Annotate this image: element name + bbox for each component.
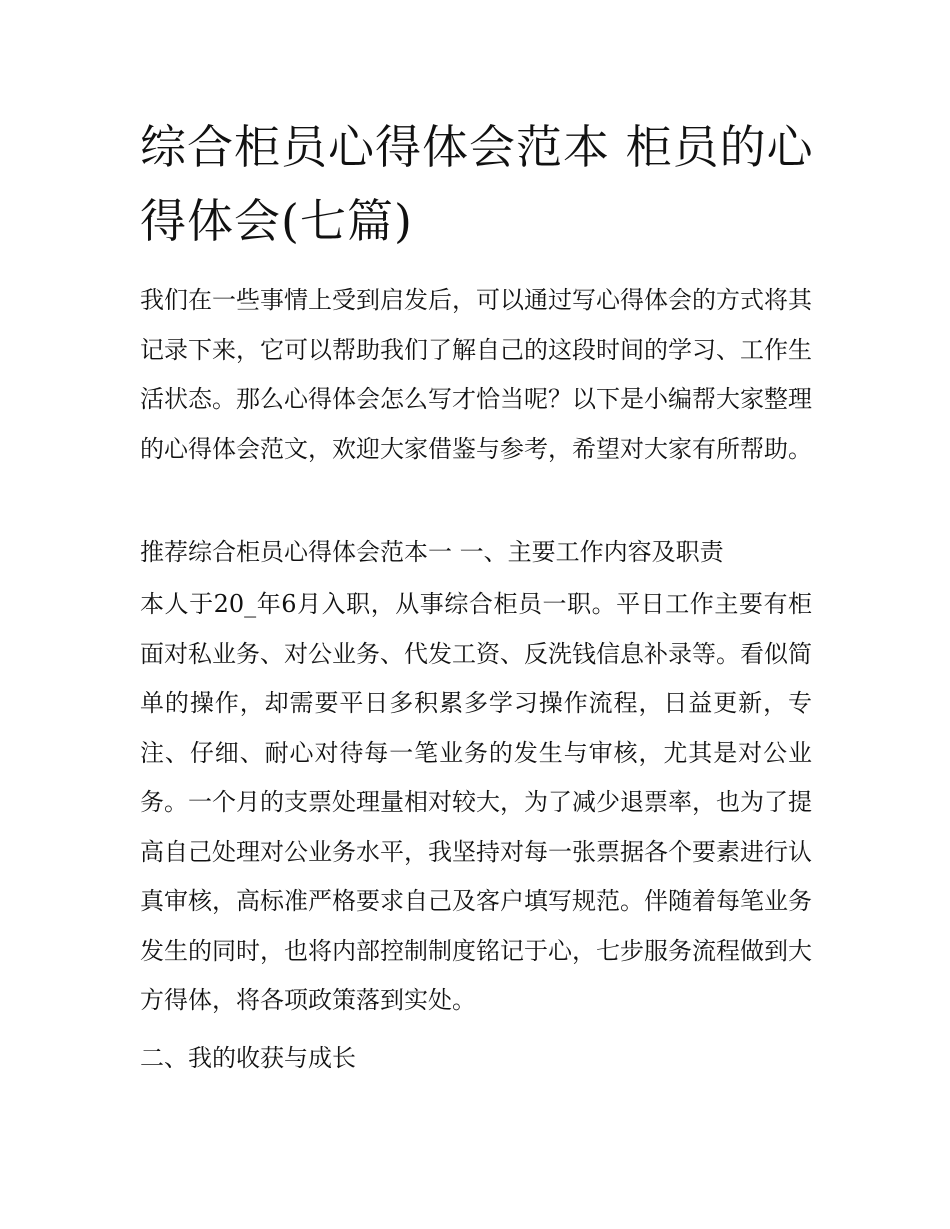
intro-paragraph: 我们在一些事情上受到启发后，可以通过写心得体会的方式将其记录下来，它可以帮助我们了解自己的这段时间的学习、工作生活状态。那么心得体会怎么写才恰当呢？以下是小编帮大家整理的心得体会范文，欢迎大家借鉴与参考，希望对大家有所帮助。: [140, 286, 812, 463]
section-heading: 二、我的收获与成长: [140, 1044, 356, 1072]
recommend-heading: 推荐综合柜员心得体会范本一 一、主要工作内容及职责: [140, 538, 724, 566]
document-title: 综合柜员心得体会范本 柜员的心得体会(七篇): [140, 120, 814, 248]
body-paragraph: 本人于20_年6月入职，从事综合柜员一职。平日工作主要有柜面对私业务、对公业务、代发工资、反洗钱信息补录等。看似简单的操作，却需要平日多积累多学习操作流程，日益更新，专注、仔细、耐心对待每一笔业务的发生与审核，尤其是对公业务。一个月的支票处理量相对较大，为了减少退票率，也为了提高自己处理对公业务水平，我坚持对每一张票据各个要素进行认真审核，高标准严格要求自己及客户填写规范。伴随着每笔业务发生的同时，也将内部控制制度铭记于心，七步服务流程做到大方得体，将各项政策落到实处。: [140, 590, 812, 1014]
